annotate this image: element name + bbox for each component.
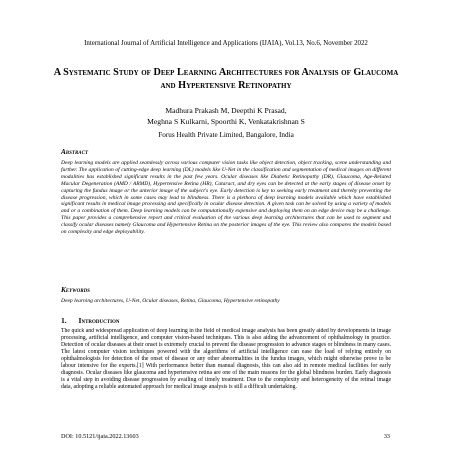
abstract-text: Deep learning models are applied seamlessly across various computer vision tasks like object detection, object tracking, scene understanding and further. The application of cutting-edge deep learning (DL) models like U-Net in the classification and segmentation of medical images on different modalities has established significant results in the past few years. Ocular diseases like Diabetic Retinopathy (DR), Glaucoma, Age-Related Macular Degeneration (AMD / ARMD), Hypertensive Retina (HR), Cataract, and dry eyes can be detected at the early stages of disease onset by capturing the fundus image or the anterior image of the subject's eye. Early detection is key to seeking early treatment and thereby preventing the disease progression, which in some cases may lead to blindness. There is a plethora of deep learning models available which have established significant results in medical image processing and specifically in ocular disease detection. A given task can be solved by using a variety of models and or a combination of them. Deep learning models can be computationally expensive and deploying them on an edge device may be a challenge. This paper provides a comprehensive report and critical evaluation of the various deep learning architectures that can be used to segment and classify ocular diseases namely Glaucoma and Hypertensive Retina on the posterior images of the eye. This review also compares the models based on complexity and edge deployability. (61, 160, 391, 236)
affiliation: Forus Health Private Limited, Bangalore, India (158, 131, 294, 139)
journal-header: International Journal of Artificial Intelligence and Applications (IJAIA), Vol.13, No.6, November 2022 (84, 40, 368, 47)
author-list (60, 106, 392, 127)
abstract-heading: Abstract (61, 148, 89, 156)
page-number: 33 (383, 433, 390, 440)
section-body: The quick and widespread application of deep learning in the field of medical image analysis has been greatly aided by developments in image processing, artificial intelligence, and computer vision-based techniques. This is also aiding the advancement of ophthalmology in practice. Detection of ocular diseases at their onset is extremely crucial to prevent the disease progression to advance stages or blindness in many cases. The latest computer vision techniques powered with the algorithms of artificial intelligence can ease the load of relying entirely on ophthalmologists for detection of the onset of disease or any other abnormalities in the fundus images, which might otherwise prove to be labour intensive for the experts.[1] With performance better than manual diagnosis, this can also aid in remote medical facilities for early diagnosis. Ocular diseases like glaucoma and hypertensive retina are one of the main reasons for the global blindness burden. Early diagnosis is a vital step in avoiding disease progression by availing of timely treatment. Due to the complexity and heterogeneity of the retinal image data, adopting a reliable automated approach for medical image analysis is still a difficult undertaking. (61, 328, 391, 390)
paper-title: A Systematic Study of Deep Learning Architectures for Analysis of Glaucoma and Hypertensive Retinopathy (53, 67, 399, 91)
authors-line-2: Meghna S Kulkarni, Spoorthi K, Venkatakrishnan S (147, 116, 305, 126)
doi-footer: DOI: 10.5121/ijaia.2022.13603 (61, 433, 139, 440)
keywords-text: Deep learning architectures, U-Net, Ocular diseases, Retina, Glaucoma, Hypertensive retinopathy (61, 298, 280, 304)
section-number: 1. (61, 316, 67, 325)
authors-line-1: Madhura Prakash M, Deepthi K Prasad, (165, 106, 287, 115)
section-heading (61, 316, 120, 325)
keywords-heading: Keywords (61, 286, 90, 294)
section-title: Introduction (78, 316, 120, 325)
